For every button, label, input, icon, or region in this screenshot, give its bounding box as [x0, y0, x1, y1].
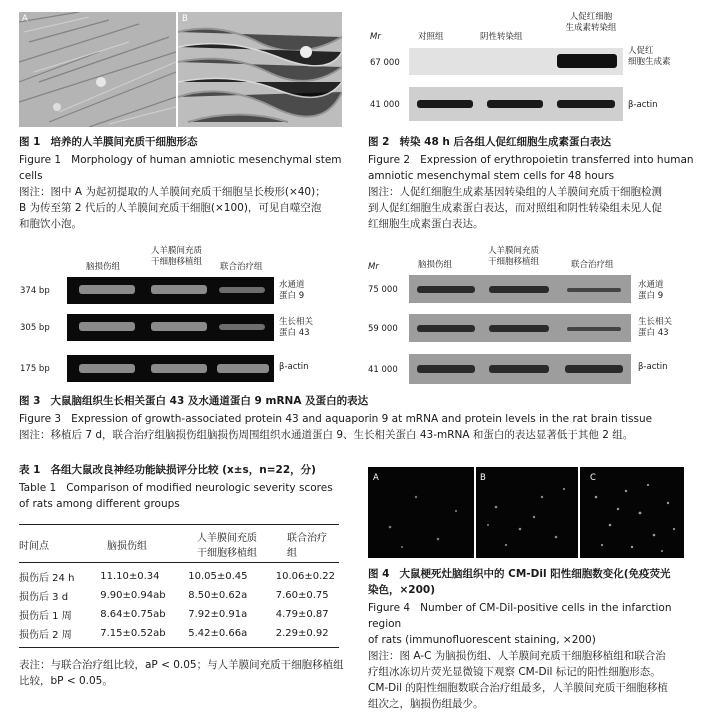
table-cell: 损伤后 24 h [19, 573, 75, 584]
figure2-row2-label: β-actin [628, 100, 658, 110]
figure3-wb-blot-aqp9 [409, 275, 631, 303]
figure3-pcr-row1-label: 水通道 蛋白 9 [279, 280, 305, 301]
wb-aqp9-lane3 [567, 288, 621, 292]
figure1-note-line1: 图注：图中 A 为起初提取的人羊膜间充质干细胞呈长梭形(×40)； [19, 186, 326, 198]
table-row [19, 567, 339, 586]
pcr-actin-lane2 [151, 364, 207, 373]
figure3-wb-row1-label: 水通道 蛋白 9 [638, 280, 664, 301]
figure3-pcr-row3-bp: 175 bp [20, 364, 50, 374]
actin-band-lane1 [417, 100, 473, 108]
table-header-cell: 联合治疗组 [287, 533, 327, 559]
epo-band-lane3 [557, 54, 617, 68]
figure3-pcr-gel-gap43 [67, 314, 274, 341]
figure1-title-en-line2: cells [19, 170, 43, 182]
figure4-caption: 图 4 大鼠梗死灶脑组织中的 CM-Dil 阳性细胞数变化(免疫荧光 染色，×200) Figure 4 Number of CM-Dil-positive cells in the infarction region of rats (immunofluorescent staining, ×200) 图注：图 A-C 为脑损伤组、人羊膜间充质干细胞移植组和联合治 疗组冰冻切片荧光显微镜下观察 CM-Dil 标记的阳性细胞形态。 CM-Dil 的阳性细胞数联合治疗组最多，人羊膜间充质干细胞移植 组次之，脑损伤组最少。 [368, 566, 704, 712]
wb-actin-lane1 [417, 365, 475, 373]
table-cell: 7.15±0.52ab [100, 628, 166, 639]
figure3-wb-col1: 脑损伤组 [418, 260, 453, 270]
figure3-wb-blot-gap43 [409, 314, 631, 342]
figure2-blot-epo [409, 48, 623, 75]
table-cell: 7.60±0.75 [275, 590, 329, 601]
table-cell: 9.90±0.94ab [100, 590, 166, 601]
table-row [19, 624, 339, 643]
fibroblast-texture-a [19, 12, 176, 127]
figure4-panel-c [580, 467, 684, 558]
table-cell: 10.05±0.45 [188, 571, 248, 582]
figure3-pcr-row2-label: 生长相关 蛋白 43 [279, 317, 314, 338]
figure3-pcr-col3: 联合治疗组 [220, 262, 263, 272]
figure3-wb-blot-actin [409, 354, 631, 384]
figure1-caption [19, 134, 349, 232]
figure3-wb-mr: Mr [368, 262, 379, 272]
figure2-col-epo: 人促红细胞 生成素转染组 [565, 12, 617, 33]
table-cell: 损伤后 1 周 [19, 611, 72, 622]
table1-grid [19, 528, 339, 560]
figure1-note-line2: B 为传至第 2 代后的人羊膜间充质干细胞(×100)，可见自噬空泡 [19, 202, 322, 214]
figure1-en-num: Figure 1 [19, 154, 62, 166]
wb-gap43-lane3 [567, 327, 621, 331]
figure1-panel-a-label: A [22, 14, 28, 24]
table-cell: 8.64±0.75ab [100, 609, 166, 620]
figure2-caption: 图 2 转染 48 h 后各组人促红细胞生成素蛋白表达 Figure 2 Expression of erythropoietin transferred into human amniotic mesenchymal stem cells for 48 hours 图注：人促红细胞生成素基因转染组的人羊膜间充质干细胞检测 到人促红细胞生成素蛋白表达，而对照组和阴性转染组未见人促 红细胞生成素蛋白表达。 [368, 134, 704, 232]
figure2-row1-label: 人促红 细胞生成素 [628, 46, 671, 67]
table-cell: 11.10±0.34 [100, 571, 160, 582]
table-header-cell: 人羊膜间充质 干细胞移植组 [197, 533, 257, 559]
table1-footnote: 表注：与联合治疗组比较，aP < 0.05；与人羊膜间充质干细胞移植组 比较，bP < 0.05。 [19, 659, 344, 687]
pcr-actin-lane3 [217, 364, 269, 373]
figure2-col-control: 对照组 [418, 32, 444, 42]
fibroblast-texture-b [178, 12, 342, 127]
figure3-wb-row2-label: 生长相关 蛋白 43 [638, 317, 673, 338]
figure3-pcr-col1: 脑损伤组 [86, 262, 121, 272]
figure3-caption-cn: 图 3 大鼠脑组织生长相关蛋白 43 及水通道蛋白 9 mRNA 及蛋白的表达 [19, 395, 369, 407]
figure3-caption [19, 393, 704, 443]
pcr-aqp9-lane1 [79, 285, 135, 294]
figure4-caption-cn: 图 4 大鼠梗死灶脑组织中的 CM-Dil 阳性细胞数变化(免疫荧光 [368, 568, 671, 580]
figure3-wb-row2-mw: 59 000 [368, 324, 398, 334]
figure2-row2-mw: 41 000 [370, 100, 400, 110]
figure3-wb-row3-mw: 41 000 [368, 365, 398, 375]
figure2-row1-mw: 67 000 [370, 58, 400, 68]
table-row [19, 605, 339, 624]
table-cell: 8.50±0.62a [188, 590, 248, 601]
actin-band-lane2 [487, 100, 543, 108]
pcr-aqp9-lane3 [219, 287, 265, 293]
pcr-aqp9-lane2 [151, 285, 207, 294]
table-header-cell: 脑损伤组 [107, 540, 147, 552]
figure4-panel-a [368, 467, 474, 558]
pcr-gap43-lane1 [79, 322, 135, 331]
figure2-caption-cn: 图 2 转染 48 h 后各组人促红细胞生成素蛋白表达 [368, 136, 612, 148]
figure2-col-negative: 阴性转染组 [480, 32, 523, 42]
figure4-caption-en: Figure 4 Number of CM-Dil-positive cells in the infarction region [368, 602, 672, 630]
table-cell: 2.29±0.92 [275, 628, 329, 639]
figure3-note: 图注：移植后 7 d，联合治疗组脑损伤组脑损伤周围组织水通道蛋白 9、生长相关蛋白 43-mRNA 和蛋白的表达显著低于其他 2 组。 [19, 429, 634, 441]
figure2-blot-actin [409, 87, 623, 121]
figure3-pcr-row2-bp: 305 bp [20, 323, 50, 333]
figure1-panel-b-micrograph [178, 12, 342, 127]
table1 [19, 524, 339, 648]
table-cell: 损伤后 2 周 [19, 630, 72, 641]
table1-title: 表 1 各组大鼠改良神经功能缺损评分比较 (x±s，n=22，分) Table 1 Comparison of modified neurologic severity scores of rats among different groups [19, 462, 349, 512]
pcr-gap43-lane2 [151, 322, 207, 331]
table-cell: 7.92±0.91a [188, 609, 248, 620]
figure4-panel-c-label: C [590, 473, 596, 483]
table-row [19, 586, 339, 605]
wb-gap43-lane1 [417, 325, 475, 332]
figure1-title-cn: 培养的人羊膜间充质干细胞形态 [50, 136, 198, 148]
figure4-panel-b [476, 467, 578, 558]
wb-aqp9-lane2 [489, 286, 549, 293]
table1-title-en: Table 1 Comparison of modified neurologic severity scores [19, 482, 333, 494]
figure2-caption-en: Figure 2 Expression of erythropoietin transferred into human [368, 154, 694, 166]
table-header-row [19, 528, 339, 560]
actin-band-lane3 [557, 100, 615, 108]
fluorescence-dots-a [368, 467, 474, 558]
figure1-panel-a-micrograph [19, 12, 176, 127]
figure2-mr-label: Mr [370, 32, 381, 42]
table-cell: 10.06±0.22 [275, 571, 335, 582]
wb-actin-lane3 [565, 365, 623, 373]
wb-aqp9-lane1 [417, 286, 475, 293]
fluorescence-dots-b [476, 467, 578, 558]
figure1-panel-b-label: B [182, 14, 188, 24]
pcr-gap43-lane3 [219, 324, 265, 330]
wb-gap43-lane2 [489, 325, 549, 332]
figure3-pcr-gel-actin [67, 355, 274, 382]
figure3-pcr-col2: 人羊膜间充质 干细胞移植组 [151, 246, 203, 267]
figure3-wb-col2: 人羊膜间充质 干细胞移植组 [488, 246, 540, 267]
table-cell: 5.42±0.66a [188, 628, 248, 639]
figure4-panel-a-label: A [373, 473, 379, 483]
figure1-title-en-line1: Morphology of human amniotic mesenchymal stem [71, 154, 342, 166]
table1-body [19, 567, 339, 643]
figure1-num: 图 1 [19, 136, 41, 148]
figure3-pcr-row1-bp: 374 bp [20, 286, 50, 296]
table-cell: 4.79±0.87 [275, 609, 329, 620]
figure1-caption-cn [19, 134, 349, 150]
figure3-caption-en: Figure 3 Expression of growth-associated protein 43 and aquaporin 9 at mRNA and protein levels in the rat brain tissue [19, 413, 653, 425]
figure3-wb-row3-label: β-actin [638, 362, 668, 372]
figure3-wb-col3: 联合治疗组 [571, 260, 614, 270]
figure1-caption-en [19, 152, 349, 168]
table1-title-cn: 表 1 各组大鼠改良神经功能缺损评分比较 (x±s，n=22，分) [19, 464, 316, 476]
pcr-actin-lane1 [79, 364, 135, 373]
wb-actin-lane2 [489, 365, 549, 373]
table-header-cell: 时间点 [19, 540, 49, 552]
figure3-wb-row1-mw: 75 000 [368, 285, 398, 295]
figure3-pcr-gel-aqp9 [67, 277, 274, 304]
figure3-pcr-row3-label: β-actin [279, 362, 309, 372]
figure1-note-line3: 和胞饮小泡。 [19, 218, 82, 230]
figure4-panel-b-label: B [480, 473, 486, 483]
table-cell: 损伤后 3 d [19, 592, 69, 603]
